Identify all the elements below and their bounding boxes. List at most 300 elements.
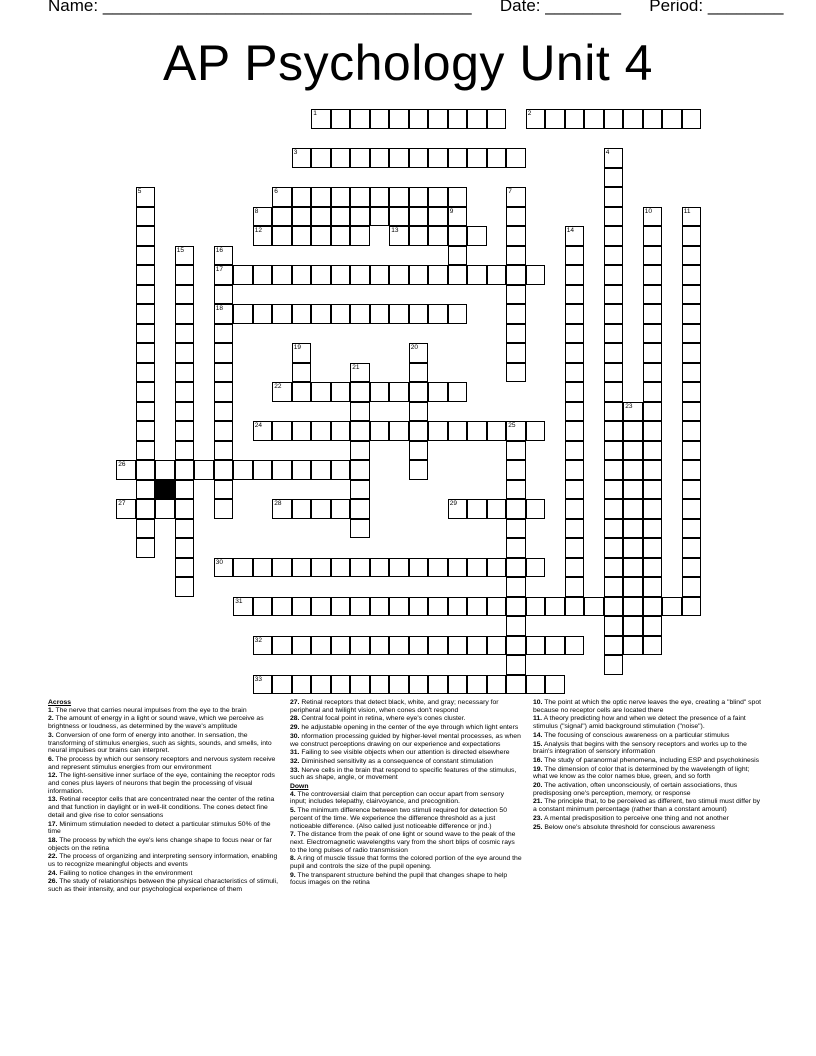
grid-cell[interactable] [604,148,624,168]
grid-cell[interactable] [682,265,702,285]
grid-cell[interactable] [233,304,253,324]
grid-cell[interactable] [467,421,487,441]
grid-cell[interactable] [623,616,643,636]
grid-cell[interactable] [214,324,234,344]
grid-cell[interactable] [389,421,409,441]
grid-cell[interactable] [233,597,253,617]
grid-cell[interactable] [643,363,663,383]
grid-cell[interactable] [350,382,370,402]
grid-cell[interactable] [448,382,468,402]
grid-cell[interactable] [292,499,312,519]
grid-cell[interactable] [487,499,507,519]
grid-cell[interactable] [526,597,546,617]
grid-cell[interactable] [331,382,351,402]
grid-cell[interactable] [643,558,663,578]
grid-cell[interactable] [311,187,331,207]
grid-cell[interactable] [643,519,663,539]
grid-cell[interactable] [565,363,585,383]
grid-cell[interactable] [292,636,312,656]
grid-cell[interactable] [604,441,624,461]
grid-cell[interactable] [253,421,273,441]
grid-cell[interactable] [331,226,351,246]
grid-cell[interactable] [272,636,292,656]
grid-cell[interactable] [506,577,526,597]
grid-cell[interactable] [682,109,702,129]
grid-cell[interactable] [370,148,390,168]
grid-cell[interactable] [409,148,429,168]
grid-cell[interactable] [506,226,526,246]
grid-cell[interactable] [506,616,526,636]
grid-cell[interactable] [448,187,468,207]
grid-cell[interactable] [428,421,448,441]
grid-cell[interactable] [506,265,526,285]
grid-cell[interactable] [370,304,390,324]
grid-cell[interactable] [623,480,643,500]
grid-cell[interactable] [565,285,585,305]
grid-cell[interactable] [116,499,136,519]
grid-cell[interactable] [272,421,292,441]
grid-cell[interactable] [214,499,234,519]
grid-cell[interactable] [545,675,565,695]
grid-cell[interactable] [409,597,429,617]
grid-cell[interactable] [292,226,312,246]
grid-cell[interactable] [311,304,331,324]
grid-cell[interactable] [506,519,526,539]
grid-cell[interactable] [136,324,156,344]
grid-cell[interactable] [682,480,702,500]
grid-cell[interactable] [565,343,585,363]
grid-cell[interactable] [506,597,526,617]
grid-cell[interactable] [311,148,331,168]
grid-cell[interactable] [292,597,312,617]
grid-cell[interactable] [214,421,234,441]
grid-cell[interactable] [292,343,312,363]
grid-cell[interactable] [292,363,312,383]
grid-cell[interactable] [506,285,526,305]
grid-cell[interactable] [526,109,546,129]
grid-cell[interactable] [292,304,312,324]
grid-cell[interactable] [506,460,526,480]
grid-cell[interactable] [350,636,370,656]
grid-cell[interactable] [623,538,643,558]
grid-cell[interactable] [623,499,643,519]
grid-cell[interactable] [604,304,624,324]
grid-cell[interactable] [643,577,663,597]
grid-cell[interactable] [331,207,351,227]
grid-cell[interactable] [292,148,312,168]
grid-cell[interactable] [272,558,292,578]
grid-cell[interactable] [370,187,390,207]
grid-cell[interactable] [506,480,526,500]
grid-cell[interactable] [604,558,624,578]
grid-cell[interactable] [350,597,370,617]
grid-cell[interactable] [506,538,526,558]
grid-cell[interactable] [272,187,292,207]
grid-cell[interactable] [526,675,546,695]
grid-cell[interactable] [428,597,448,617]
grid-cell[interactable] [272,499,292,519]
name-blank[interactable]: _______________________________________ [102,0,472,15]
grid-cell[interactable] [682,304,702,324]
grid-cell[interactable] [682,577,702,597]
grid-cell[interactable] [311,226,331,246]
grid-cell[interactable] [487,636,507,656]
grid-cell[interactable] [389,675,409,695]
grid-cell[interactable] [389,304,409,324]
grid-cell[interactable] [311,421,331,441]
grid-cell[interactable] [136,343,156,363]
grid-cell[interactable] [428,558,448,578]
grid-cell[interactable] [565,480,585,500]
grid-cell[interactable] [331,187,351,207]
grid-cell[interactable] [253,226,273,246]
grid-cell[interactable] [643,226,663,246]
grid-cell[interactable] [311,207,331,227]
grid-cell[interactable] [467,109,487,129]
grid-cell[interactable] [643,616,663,636]
grid-cell[interactable] [604,597,624,617]
grid-cell[interactable] [448,597,468,617]
grid-cell[interactable] [565,636,585,656]
grid-cell[interactable] [506,675,526,695]
grid-cell[interactable] [136,402,156,422]
grid-cell[interactable] [682,519,702,539]
grid-cell[interactable] [428,675,448,695]
grid-cell[interactable] [272,304,292,324]
grid-cell[interactable] [350,558,370,578]
grid-cell[interactable] [350,402,370,422]
grid-cell[interactable] [682,558,702,578]
grid-cell[interactable] [331,558,351,578]
grid-cell[interactable] [233,265,253,285]
grid-cell[interactable] [448,421,468,441]
grid-cell[interactable] [604,636,624,656]
grid-cell[interactable] [409,265,429,285]
grid-cell[interactable] [311,636,331,656]
grid-cell[interactable] [643,304,663,324]
grid-cell[interactable] [428,109,448,129]
grid-cell[interactable] [370,675,390,695]
grid-cell[interactable] [253,265,273,285]
grid-cell[interactable] [331,675,351,695]
grid-cell[interactable] [331,304,351,324]
grid-cell[interactable] [506,421,526,441]
grid-cell[interactable] [604,402,624,422]
grid-cell[interactable] [428,226,448,246]
grid-cell[interactable] [350,304,370,324]
grid-cell[interactable] [175,324,195,344]
grid-cell[interactable] [682,421,702,441]
grid-cell[interactable] [136,441,156,461]
grid-cell[interactable] [604,343,624,363]
grid-cell[interactable] [604,187,624,207]
grid-cell[interactable] [253,675,273,695]
grid-cell[interactable] [389,558,409,578]
grid-cell[interactable] [175,499,195,519]
grid-cell[interactable] [311,265,331,285]
grid-cell[interactable] [253,597,273,617]
grid-cell[interactable] [194,460,214,480]
grid-cell[interactable] [136,538,156,558]
grid-cell[interactable] [272,597,292,617]
grid-cell[interactable] [682,207,702,227]
grid-cell[interactable] [565,265,585,285]
grid-cell[interactable] [643,480,663,500]
grid-cell[interactable] [682,499,702,519]
grid-cell[interactable] [623,402,643,422]
grid-cell[interactable] [565,402,585,422]
grid-cell[interactable] [175,285,195,305]
grid-cell[interactable] [409,226,429,246]
grid-cell[interactable] [604,577,624,597]
grid-cell[interactable] [487,597,507,617]
grid-cell[interactable] [409,343,429,363]
grid-cell[interactable] [331,597,351,617]
grid-cell[interactable] [136,187,156,207]
grid-cell[interactable] [370,109,390,129]
grid-cell[interactable] [487,421,507,441]
grid-cell[interactable] [467,636,487,656]
grid-cell[interactable] [448,675,468,695]
grid-cell[interactable] [506,655,526,675]
grid-cell[interactable] [604,616,624,636]
grid-cell[interactable] [136,421,156,441]
grid-cell[interactable] [565,499,585,519]
grid-cell[interactable] [136,285,156,305]
grid-cell[interactable] [506,558,526,578]
grid-cell[interactable] [214,363,234,383]
grid-cell[interactable] [136,499,156,519]
grid-cell[interactable] [350,265,370,285]
grid-cell[interactable] [389,148,409,168]
grid-cell[interactable] [545,109,565,129]
grid-cell[interactable] [272,207,292,227]
grid-cell[interactable] [175,265,195,285]
grid-cell[interactable] [604,421,624,441]
grid-cell[interactable] [409,675,429,695]
grid-cell[interactable] [643,499,663,519]
grid-cell[interactable] [506,324,526,344]
grid-cell[interactable] [331,421,351,441]
grid-cell[interactable] [214,558,234,578]
grid-cell[interactable] [604,655,624,675]
grid-cell[interactable] [526,558,546,578]
grid-cell[interactable] [526,636,546,656]
grid-cell[interactable] [331,109,351,129]
grid-cell[interactable] [409,441,429,461]
grid-cell[interactable] [409,558,429,578]
grid-cell[interactable] [565,460,585,480]
grid-cell[interactable] [623,109,643,129]
grid-cell[interactable] [604,265,624,285]
grid-cell[interactable] [506,207,526,227]
grid-cell[interactable] [136,265,156,285]
grid-cell[interactable] [272,675,292,695]
grid-cell[interactable] [428,265,448,285]
grid-cell[interactable] [292,675,312,695]
grid-cell[interactable] [448,109,468,129]
grid-cell[interactable] [175,577,195,597]
date-blank[interactable]: ________ [545,0,621,15]
grid-cell[interactable] [565,324,585,344]
grid-cell[interactable] [292,187,312,207]
grid-cell[interactable] [136,207,156,227]
grid-cell[interactable] [175,421,195,441]
grid-cell[interactable] [370,265,390,285]
grid-cell[interactable] [331,499,351,519]
grid-cell[interactable] [623,636,643,656]
grid-cell[interactable] [506,499,526,519]
grid-cell[interactable] [487,675,507,695]
grid-cell[interactable] [565,382,585,402]
grid-cell[interactable] [409,460,429,480]
grid-cell[interactable] [214,441,234,461]
grid-cell[interactable] [643,382,663,402]
grid-cell[interactable] [428,304,448,324]
grid-cell[interactable] [175,382,195,402]
grid-cell[interactable] [311,382,331,402]
grid-cell[interactable] [175,304,195,324]
grid-cell[interactable] [545,597,565,617]
grid-cell[interactable] [428,148,448,168]
grid-cell[interactable] [467,675,487,695]
grid-cell[interactable] [604,226,624,246]
grid-cell[interactable] [214,246,234,266]
grid-cell[interactable] [682,363,702,383]
grid-cell[interactable] [409,304,429,324]
grid-cell[interactable] [136,304,156,324]
grid-cell[interactable] [350,187,370,207]
grid-cell[interactable] [214,382,234,402]
grid-cell[interactable] [682,246,702,266]
grid-cell[interactable] [214,480,234,500]
grid-cell[interactable] [292,207,312,227]
grid-cell[interactable] [643,636,663,656]
grid-cell[interactable] [643,207,663,227]
grid-cell[interactable] [136,382,156,402]
grid-cell[interactable] [604,363,624,383]
grid-cell[interactable] [487,558,507,578]
grid-cell[interactable] [428,636,448,656]
grid-cell[interactable] [584,109,604,129]
grid-cell[interactable] [214,343,234,363]
grid-cell[interactable] [643,538,663,558]
grid-cell[interactable] [214,304,234,324]
grid-cell[interactable] [467,499,487,519]
grid-cell[interactable] [175,460,195,480]
grid-cell[interactable] [311,597,331,617]
grid-cell[interactable] [604,168,624,188]
grid-cell[interactable] [428,207,448,227]
grid-cell[interactable] [389,382,409,402]
grid-cell[interactable] [506,636,526,656]
grid-cell[interactable] [272,382,292,402]
grid-cell[interactable] [311,109,331,129]
grid-cell[interactable] [604,246,624,266]
grid-cell[interactable] [409,382,429,402]
grid-cell[interactable] [331,460,351,480]
grid-cell[interactable] [233,460,253,480]
grid-cell[interactable] [643,597,663,617]
grid-cell[interactable] [643,441,663,461]
grid-cell[interactable] [487,148,507,168]
grid-cell[interactable] [409,421,429,441]
grid-cell[interactable] [175,246,195,266]
grid-cell[interactable] [350,226,370,246]
grid-cell[interactable] [584,597,604,617]
grid-cell[interactable] [643,246,663,266]
grid-cell[interactable] [506,343,526,363]
grid-cell[interactable] [292,382,312,402]
grid-cell[interactable] [682,538,702,558]
grid-cell[interactable] [506,304,526,324]
grid-cell[interactable] [565,421,585,441]
grid-cell[interactable] [623,577,643,597]
grid-cell[interactable] [643,343,663,363]
grid-cell[interactable] [370,421,390,441]
grid-cell[interactable] [604,499,624,519]
grid-cell[interactable] [214,460,234,480]
grid-cell[interactable] [604,207,624,227]
grid-cell[interactable] [643,265,663,285]
grid-cell[interactable] [506,187,526,207]
grid-cell[interactable] [448,265,468,285]
grid-cell[interactable] [253,304,273,324]
grid-cell[interactable] [506,363,526,383]
grid-cell[interactable] [467,148,487,168]
grid-cell[interactable] [370,207,390,227]
grid-cell[interactable] [389,226,409,246]
grid-cell[interactable] [448,226,468,246]
grid-cell[interactable] [604,109,624,129]
grid-cell[interactable] [155,460,175,480]
grid-cell[interactable] [428,187,448,207]
grid-cell[interactable] [389,187,409,207]
grid-cell[interactable] [487,265,507,285]
grid-cell[interactable] [565,246,585,266]
grid-cell[interactable] [370,636,390,656]
grid-cell[interactable] [136,460,156,480]
grid-cell[interactable] [136,480,156,500]
grid-cell[interactable] [467,558,487,578]
grid-cell[interactable] [409,207,429,227]
grid-cell[interactable] [350,480,370,500]
grid-cell[interactable] [643,402,663,422]
grid-cell[interactable] [643,324,663,344]
grid-cell[interactable] [662,597,682,617]
grid-cell[interactable] [331,636,351,656]
grid-cell[interactable] [116,460,136,480]
grid-cell[interactable] [253,636,273,656]
grid-cell[interactable] [565,226,585,246]
grid-cell[interactable] [506,441,526,461]
grid-cell[interactable] [643,285,663,305]
grid-cell[interactable] [623,597,643,617]
grid-cell[interactable] [350,675,370,695]
grid-cell[interactable] [272,265,292,285]
grid-cell[interactable] [526,265,546,285]
grid-cell[interactable] [565,558,585,578]
grid-cell[interactable] [409,402,429,422]
grid-cell[interactable] [350,460,370,480]
grid-cell[interactable] [565,597,585,617]
grid-cell[interactable] [350,441,370,461]
grid-cell[interactable] [175,558,195,578]
grid-cell[interactable] [506,148,526,168]
grid-cell[interactable] [604,480,624,500]
grid-cell[interactable] [682,402,702,422]
grid-cell[interactable] [350,421,370,441]
